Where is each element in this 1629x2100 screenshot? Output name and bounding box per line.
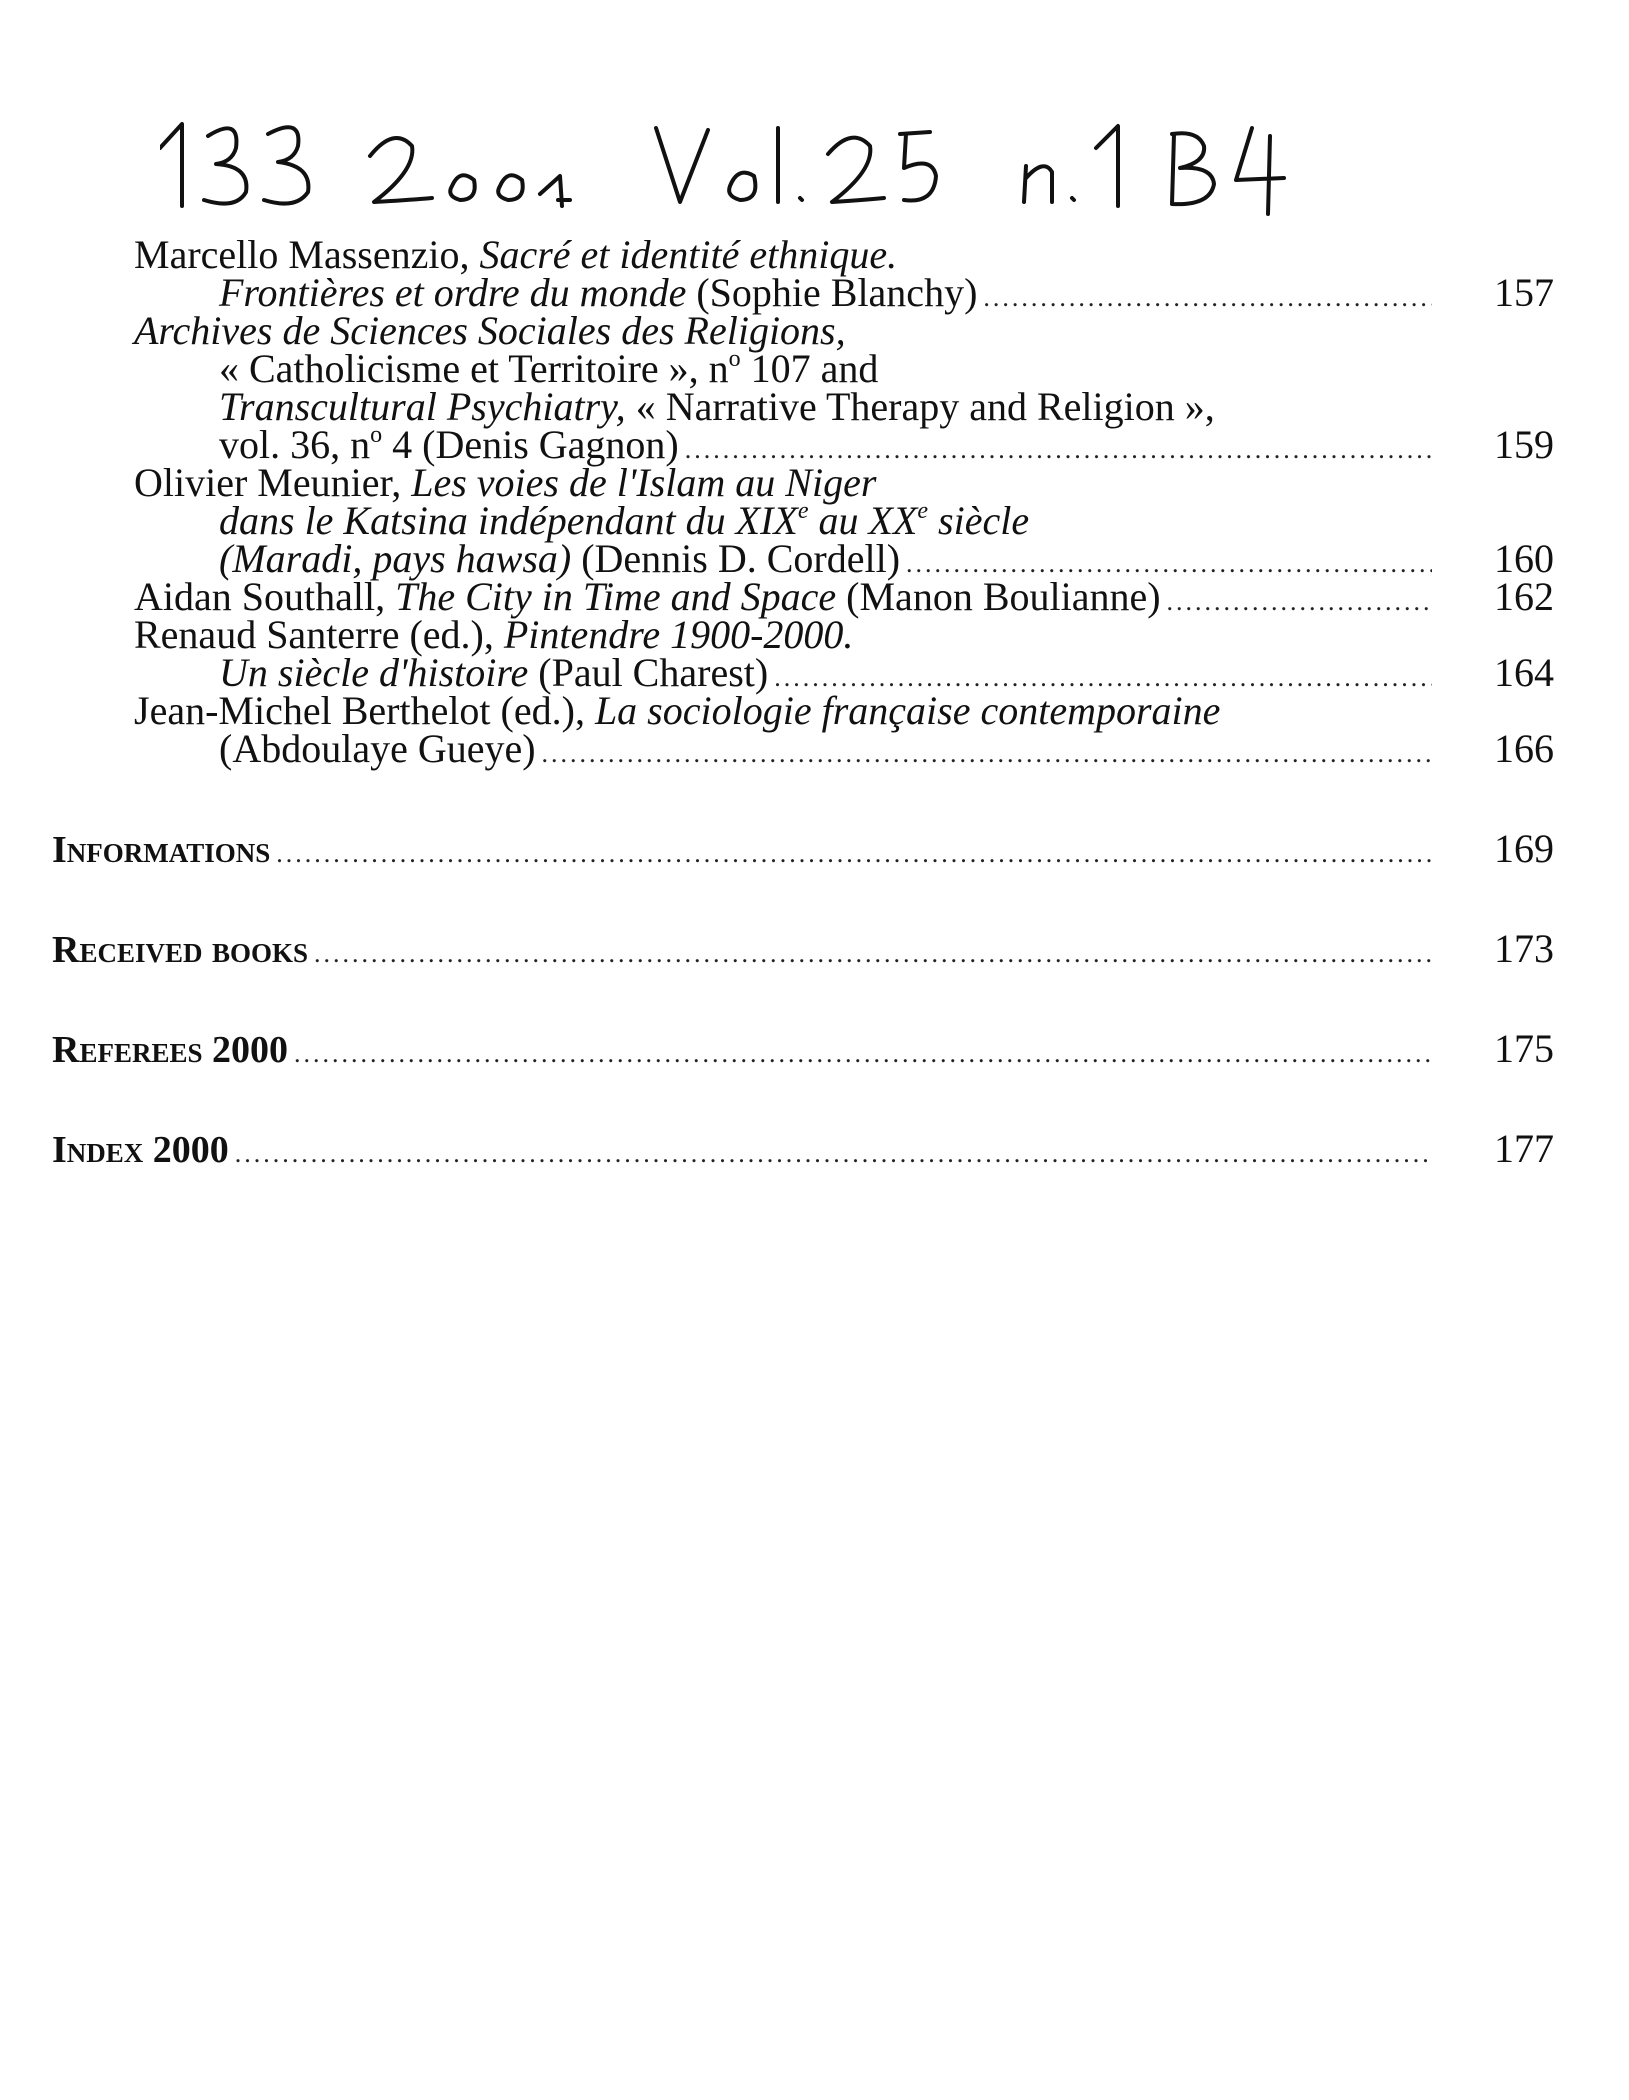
page-number: 157 [1494,270,1554,315]
superscript: o [370,422,383,448]
entry-author: Jean-Michel Berthelot (ed.), [134,688,585,733]
page-number: 159 [1494,422,1554,467]
entry-text: « Catholicisme et Territoire », n [219,346,729,391]
page-number: 169 [1494,826,1554,871]
dot-leader [294,1029,1432,1079]
page-number: 164 [1494,650,1554,695]
superscript: o [728,346,741,372]
entry-text: vol. 36, n [219,422,371,467]
entry-title: Un siècle d'histoire [219,650,529,695]
entry-title: dans le Katsina indépendant du XIX [219,498,798,543]
entry-title: Sacré et identité ethnique. [479,232,898,277]
handwritten-note [160,96,1400,226]
entry-title: The City in Time and Space [395,574,837,619]
entry-reviewer: (Manon Boulianne) [836,574,1161,619]
entry-author: Renaud Santerre (ed.), [134,612,494,657]
dot-leader [314,929,1432,979]
page-number: 177 [1494,1126,1554,1171]
entry-author: Olivier Meunier, [134,460,402,505]
entry-author: Aidan Southall, [134,574,386,619]
page-number: 173 [1494,926,1554,971]
entry-title: au XX [808,498,918,543]
entry-title: La sociologie française contemporaine [594,688,1221,733]
dot-leader [542,729,1432,779]
entry-title: Frontières et ordre du monde [219,270,687,315]
section-label: Informations [52,829,271,871]
entry-reviewer: (Sophie Blanchy) [696,270,978,315]
entry-title: siècle [928,498,1030,543]
section-label: Referees 2000 [52,1029,288,1071]
page-number: 175 [1494,1026,1554,1071]
superscript: e [917,498,929,524]
entry-author: Marcello Massenzio, [134,232,470,277]
entry-title: (Maradi, pays hawsa) [219,536,572,581]
section-received-books [52,924,1554,974]
page-number: 166 [1494,726,1554,771]
section-label: Received books [52,929,309,971]
toc-entry-line [219,724,1554,774]
entry-title: Transcultural Psychiatry, [219,384,626,429]
entry-reviewer: 4 (Denis Gagnon) [382,422,679,467]
section-index [52,1124,1554,1174]
section-label: Index 2000 [52,1129,229,1171]
entry-reviewer: (Abdoulaye Gueye) [219,726,536,771]
entry-title: Archives de Sciences Sociales des Religions, [134,308,846,353]
page-number: 160 [1494,536,1554,581]
page-number: 162 [1494,574,1554,619]
entry-title: Pintendre 1900-2000. [503,612,854,657]
dot-leader [235,1129,1432,1179]
entry-reviewer: (Paul Charest) [528,650,769,695]
entry-reviewer: (Dennis D. Cordell) [571,536,901,581]
entry-title: Les voies de l'Islam au Niger [411,460,877,505]
entry-text: « Narrative Therapy and Religion », [625,384,1215,429]
entry-text: 107 and [740,346,879,391]
section-referees [52,1024,1554,1074]
superscript: e [797,498,809,524]
section-informations [52,824,1554,874]
dot-leader [276,829,1432,879]
